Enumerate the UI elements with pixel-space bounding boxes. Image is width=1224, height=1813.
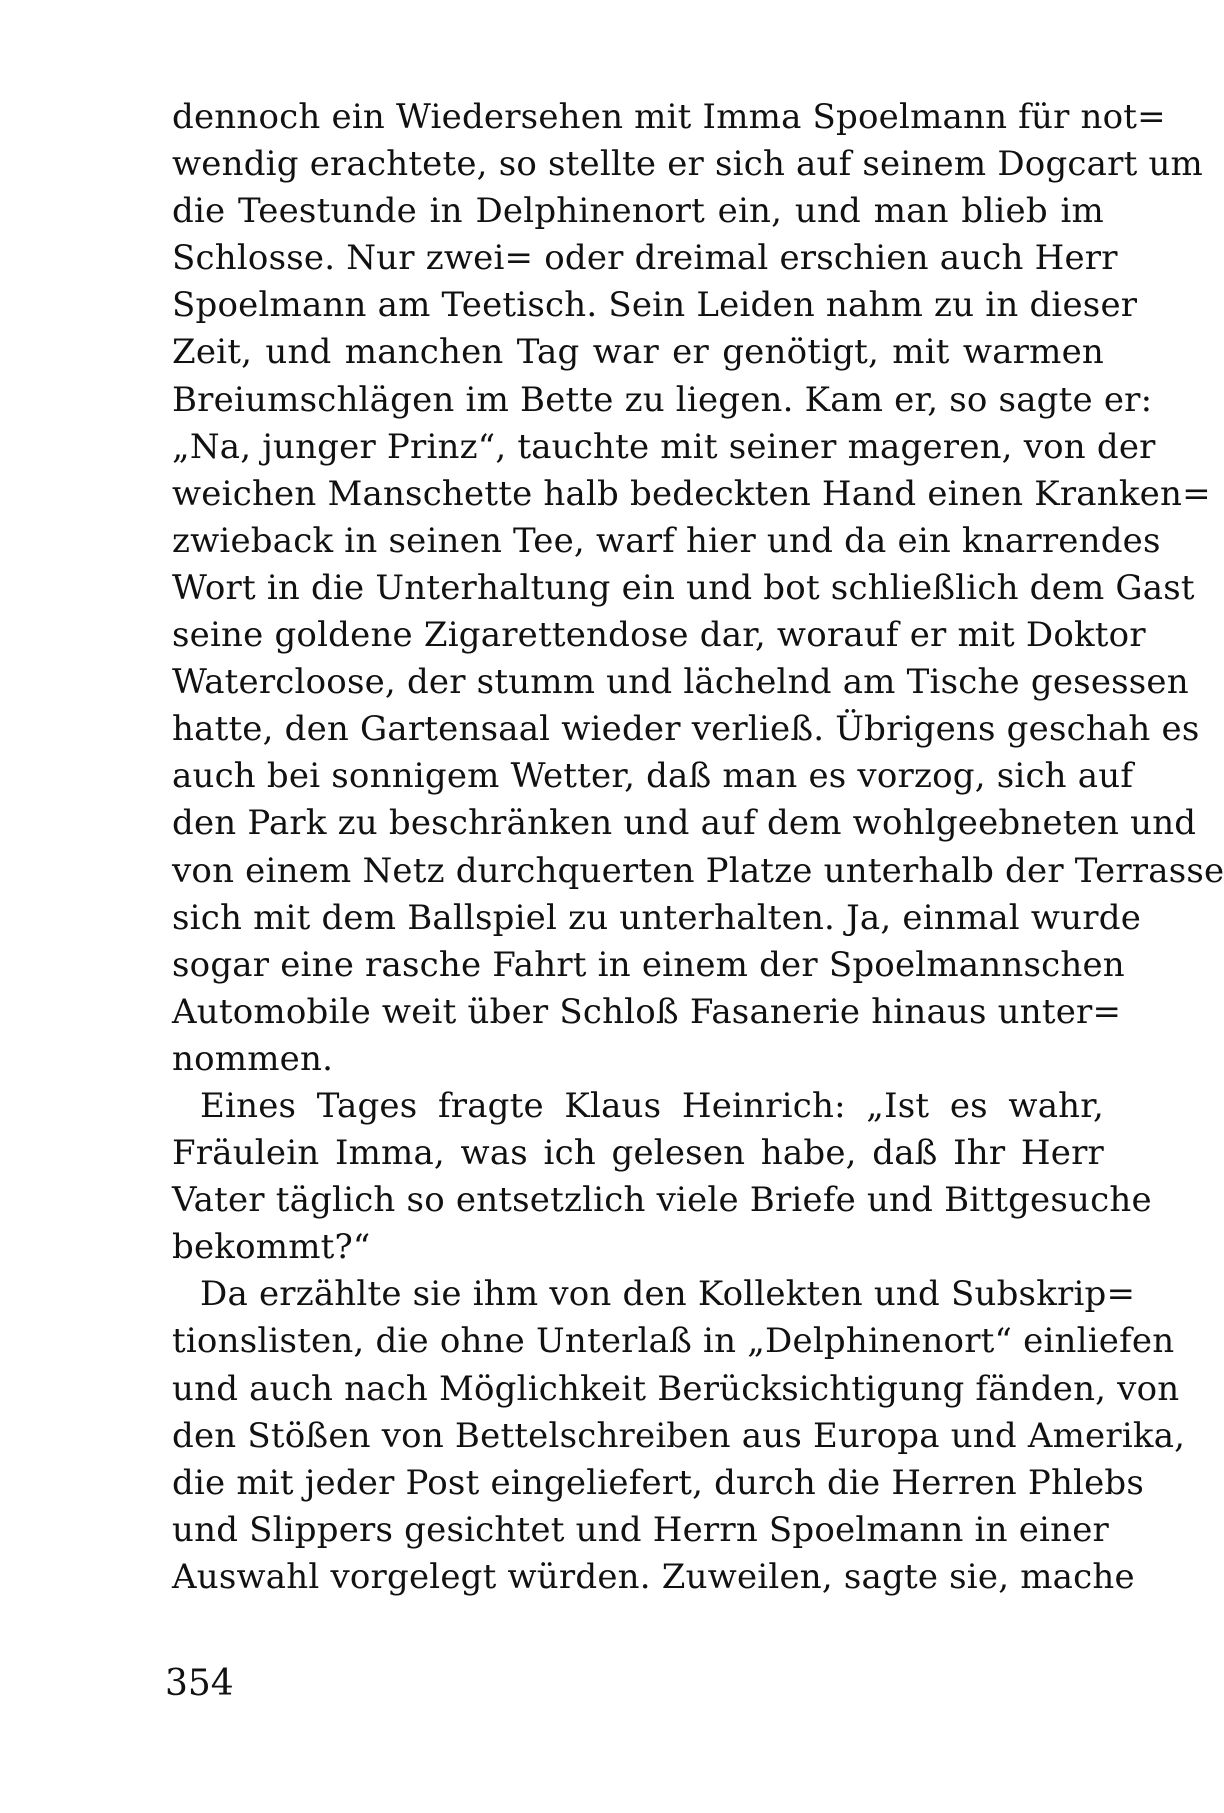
text-line: Vater täglich so entsetzlich viele Briefe und Bittgesuche [172,1180,1152,1221]
text-line: Da erzählte sie ihm von den Kollekten und Subskrip= [200,1274,1136,1315]
text-line: hatte, den Gartensaal wieder verließ. Übrigens geschah es [172,709,1200,750]
text-line: die Teestunde in Delphinenort ein, und man blieb im [172,191,1104,232]
text-line: den Stößen von Bettelschreiben aus Europa und Amerika, [172,1415,1186,1456]
text-line: nommen. [172,1038,334,1079]
text-line: Wort in die Unterhaltung ein und bot schließlich dem Gast [172,567,1195,608]
text-line: bekommt?“ [172,1227,371,1268]
text-line: die mit jeder Post eingeliefert, durch die Herren Phlebs [172,1462,1145,1503]
page-number: 354 [165,1663,234,1704]
text-line: seine goldene Zigarettendose dar, worauf er mit Doktor [172,615,1146,656]
text-line: von einem Netz durchquerten Platze unterhalb der Terrasse [172,850,1224,891]
text-line: den Park zu beschränken und auf dem wohlgeebneten und [172,803,1197,844]
paragraph-1 [172,94,1224,1083]
text-line: „Na, junger Prinz“, tauchte mit seiner mageren, von der [172,426,1156,467]
text-line: weichen Manschette halb bedeckten Hand einen Kranken= [172,473,1211,514]
text-line: Breiumschlägen im Bette zu liegen. Kam er, so sagte er: [172,379,1153,420]
text-line: sich mit dem Ballspiel zu unterhalten. Ja, einmal wurde [172,897,1142,938]
text-line: wendig erachtete, so stellte er sich auf seinem Dogcart um [172,144,1203,185]
text-line: Fräulein Imma, was ich gelesen habe, daß Ihr Herr [172,1133,1104,1174]
text-line: und Slippers gesichtet und Herrn Spoelmann in einer [172,1509,1109,1550]
text-line: auch bei sonnigem Wetter, daß man es vorzog, sich auf [172,756,1134,797]
text-line: Automobile weit über Schloß Fasanerie hinaus unter= [172,991,1122,1032]
text-line: zwieback in seinen Tee, warf hier und da ein knarrendes [172,520,1161,561]
text-line: dennoch ein Wiedersehen mit Imma Spoelmann für not= [172,97,1166,137]
paragraph-2 [172,1083,1152,1271]
paragraph-3 [172,1271,1186,1601]
text-line: Zeit, und manchen Tag war er genötigt, mit warmen [172,332,1104,373]
text-line: tionslisten, die ohne Unterlaß in „Delphinenort“ einliefen [172,1321,1175,1362]
text-line: sogar eine rasche Fahrt in einem der Spoelmannschen [172,944,1125,985]
text-line: und auch nach Möglichkeit Berücksichtigung fänden, von [172,1368,1180,1409]
text-line: Auswahl vorgelegt würden. Zuweilen, sagte sie, mache [172,1556,1135,1597]
text-line: Watercloose, der stumm und lächelnd am Tische gesessen [172,662,1189,703]
body-text [172,94,1224,1601]
text-line: Eines Tages fragte Klaus Heinrich: „Ist es wahr, [200,1085,1104,1126]
text-line: Schlosse. Nur zwei= oder dreimal erschien auch Herr [172,238,1118,279]
text-line: Spoelmann am Teetisch. Sein Leiden nahm zu in dieser [172,285,1138,326]
